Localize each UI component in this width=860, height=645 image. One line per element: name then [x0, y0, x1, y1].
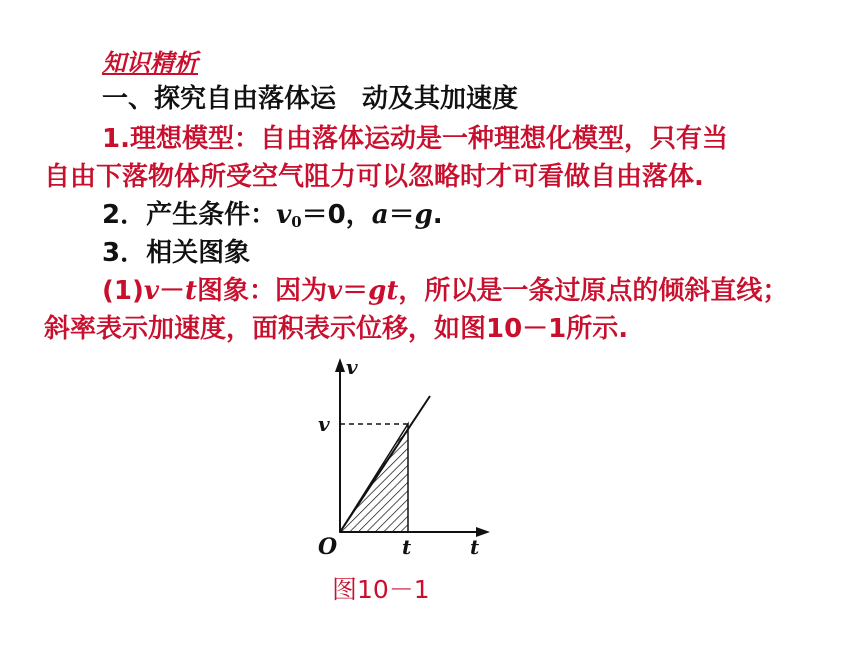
item2-eq1: ＝0，: [301, 200, 372, 230]
y-tick-label: v: [318, 412, 330, 436]
item3-label: 3．相关图象: [102, 238, 251, 268]
item2-end: .: [432, 200, 443, 230]
item3-1-text1: 图象：因为: [197, 276, 328, 306]
x-tick-label: t: [402, 535, 412, 559]
item2-a: a: [371, 200, 389, 230]
item3-1-line2: 斜率表示加速度，面积表示位移，如图10－1所示.: [44, 314, 629, 344]
item3-1-line1: [102, 274, 788, 308]
item2-line: [102, 198, 443, 239]
item3-1-v2: v: [327, 276, 343, 306]
item2-prefix: 2．产生条件：: [102, 200, 277, 230]
vt-graph: [300, 352, 500, 562]
item3-1-t: t: [184, 276, 197, 306]
item3-1-text2: ，所以是一条过原点的倾斜直线；: [398, 276, 789, 306]
item1-line1: 1.理想模型：自由落体运动是一种理想化模型，只有当: [102, 124, 728, 154]
item3-1-v: v: [143, 276, 159, 306]
y-axis-label: v: [346, 355, 358, 379]
item2-g: g: [414, 200, 433, 230]
item2-v: v: [276, 200, 292, 230]
item2-eq2: ＝: [388, 200, 415, 230]
section-heading: 一、探究自由落体运 动及其加速度: [102, 84, 519, 114]
figure-caption: 图10－1: [332, 575, 430, 604]
item1-line2: 自由下落物体所受空气阻力可以忽略时才可看做自由落体.: [44, 162, 704, 192]
item3-1-gt: gt: [368, 276, 399, 306]
item2-sub0: 0: [291, 213, 302, 231]
x-axis-label: t: [470, 535, 480, 559]
y-axis-arrow: [335, 358, 345, 372]
item3-1-prefix: (1): [102, 276, 144, 306]
item3-1-eq: ＝: [342, 276, 369, 306]
section-link[interactable]: 知识精析: [102, 49, 198, 77]
origin-label: O: [318, 534, 338, 560]
item3-1-dash: －: [158, 276, 185, 306]
